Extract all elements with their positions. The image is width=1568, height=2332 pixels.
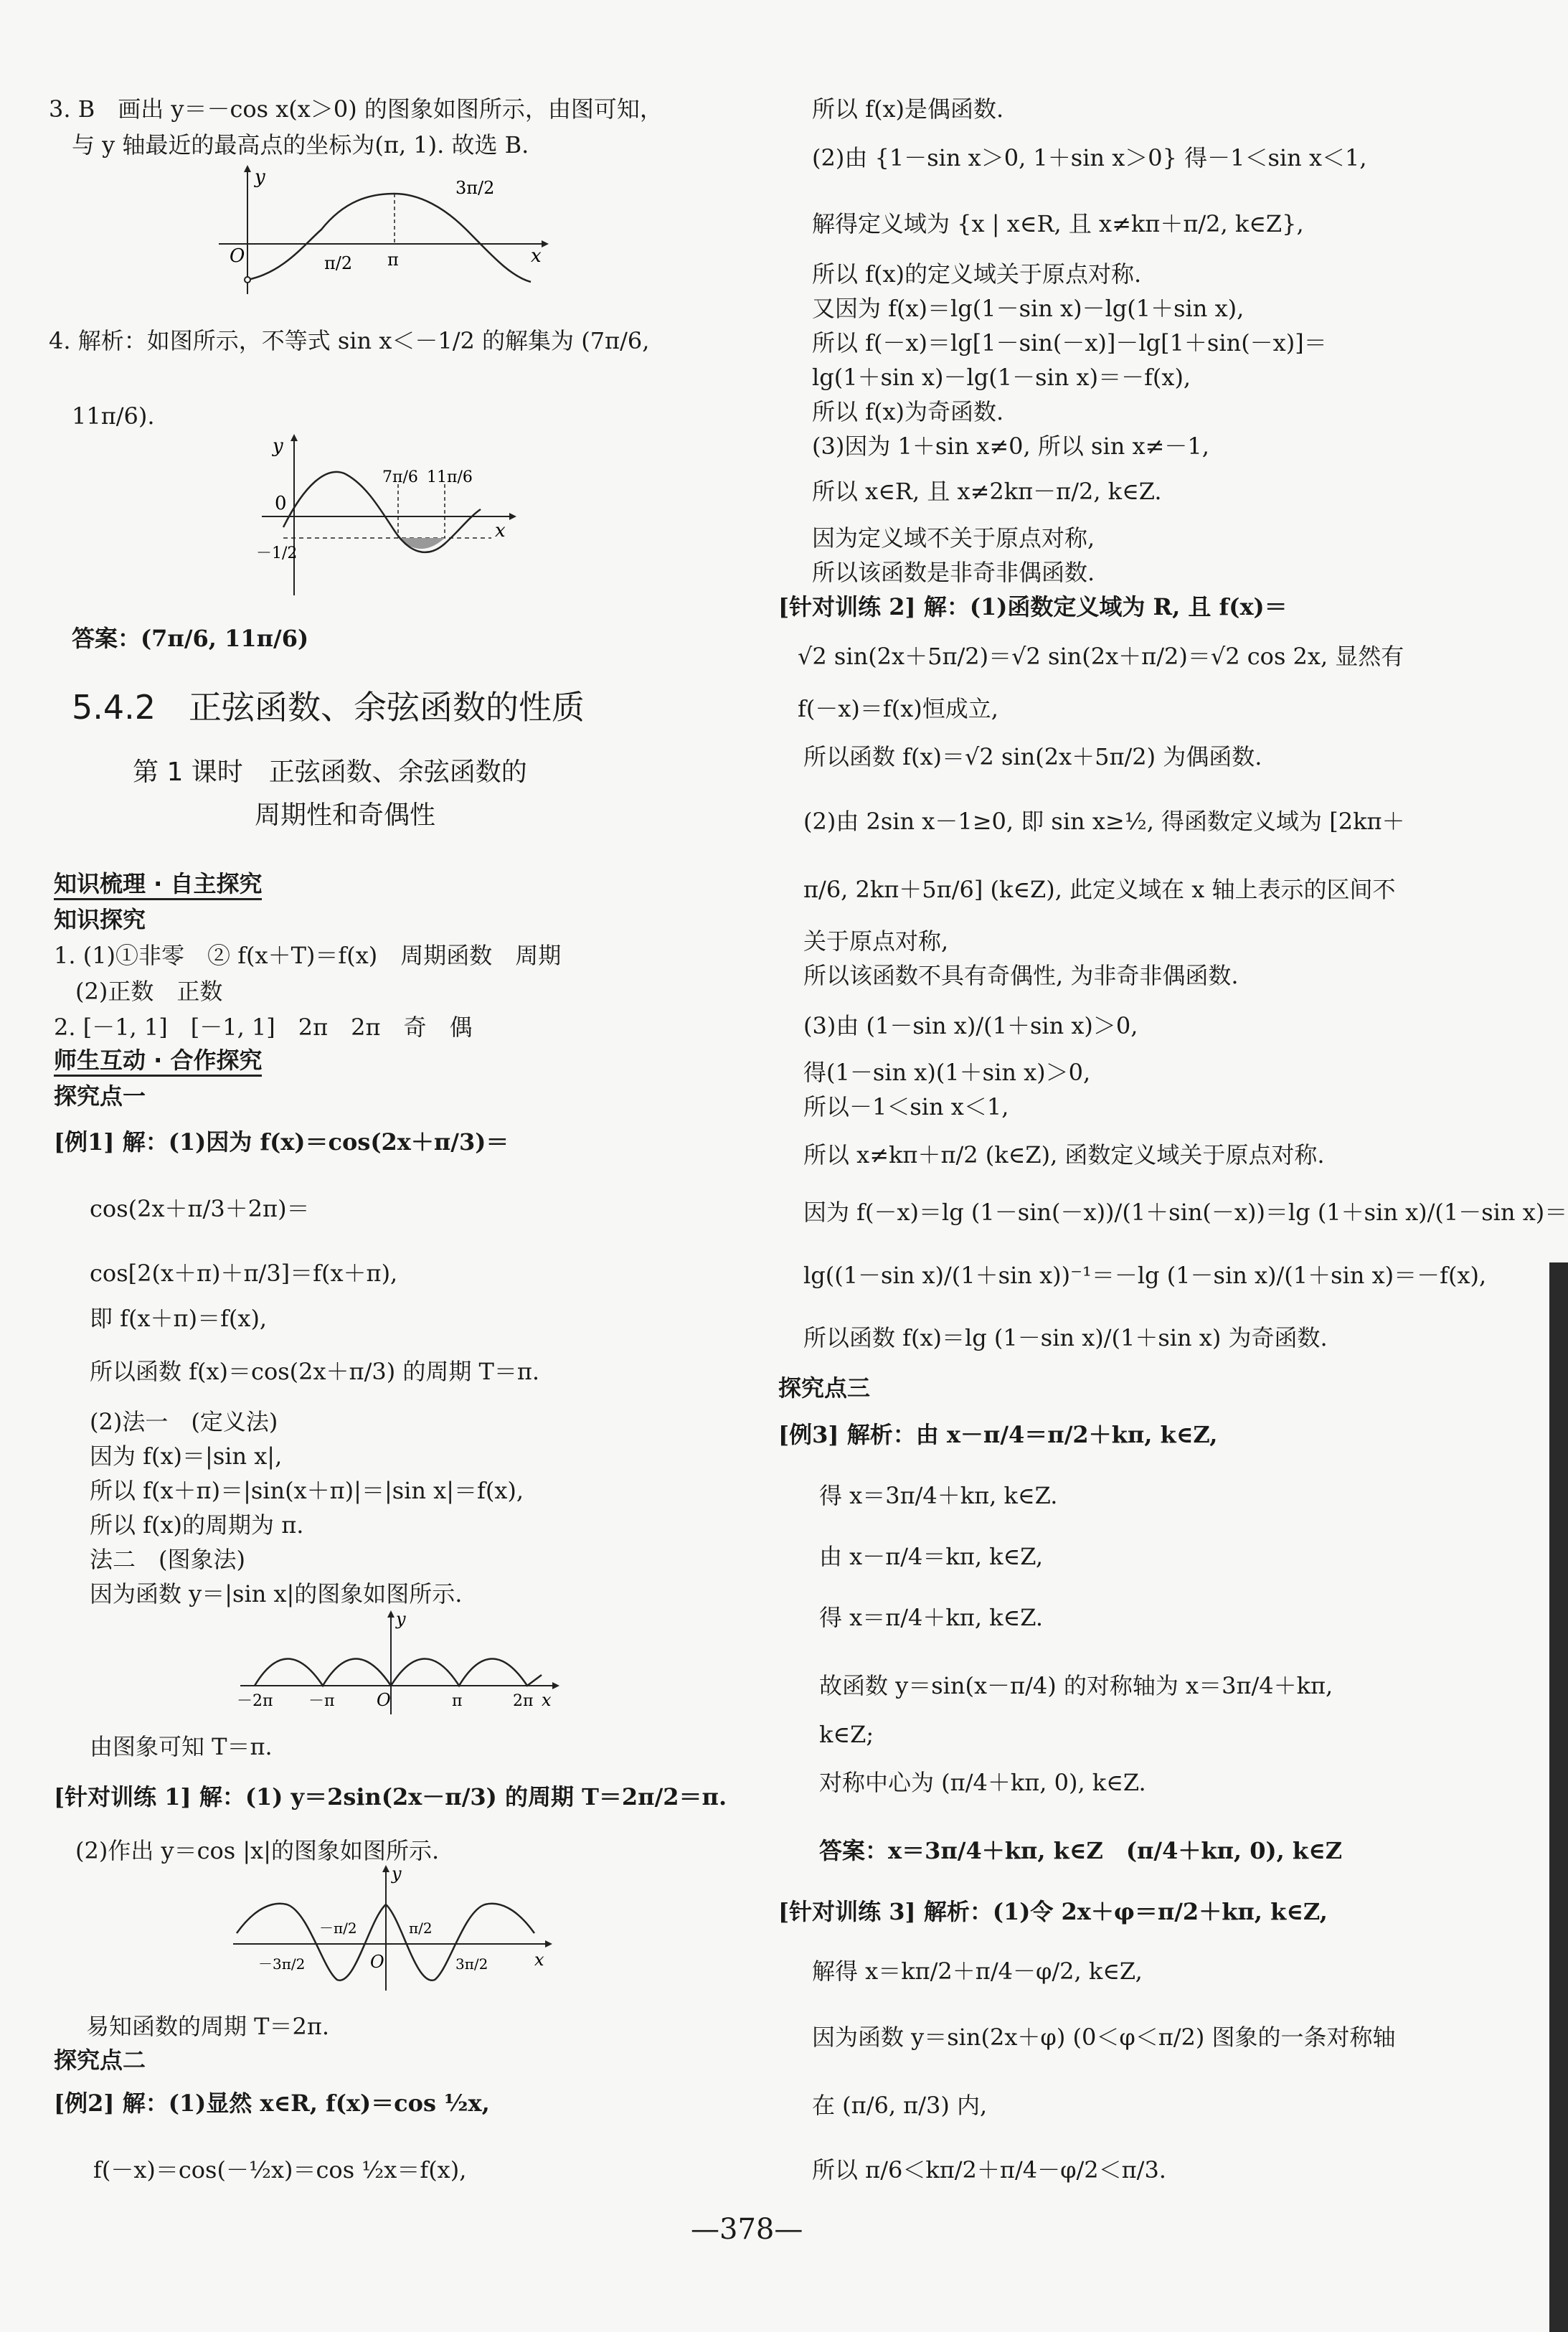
example-1-line-11: 因为函数 y＝|sin x|的图象如图所示. [90,1580,463,1608]
right-line-7: lg(1＋sin x)－lg(1－sin x)＝－f(x), [812,364,1191,391]
training-2-line-1: [针对训练 2] 解：(1)函数定义域为 R, 且 f(x)＝ [778,593,1288,620]
example-1-line-4: 即 f(x＋π)＝f(x), [90,1305,268,1332]
fig4-neg-3pi-2: －3π/2 [258,1955,306,1973]
example-1-line-5: 所以函数 f(x)＝cos(2x＋π/3) 的周期 T＝π. [90,1358,540,1385]
right-line-8: 所以 f(x)为奇函数. [812,398,1004,425]
fig2-zero: 0 [275,493,287,514]
right-line-15: f(－x)＝f(x)恒成立, [798,695,998,722]
right-line-32: 故函数 y＝sin(x－π/4) 的对称轴为 x＝3π/4＋kπ, [819,1672,1333,1699]
fig4-neg-pi-2: －π/2 [319,1920,357,1937]
example-1-line-12: 由图象可知 T＝π. [90,1733,273,1760]
page-edge-shadow [1549,1262,1568,2332]
example-1-line-8: 所以 f(x＋π)＝|sin(x＋π)|＝|sin x|＝f(x), [90,1477,524,1504]
problem-3-line-1: 3. B 画出 y＝－cos x(x＞0) 的图象如图所示，由图可知， [49,95,663,123]
right-line-14: √2 sin(2x＋5π/2)＝√2 sin(2x＋π/2)＝√2 cos 2x, 显然有 [798,643,1404,670]
right-line-24: 所以 x≠kπ＋π/2 (k∈Z), 函数定义域关于原点对称. [803,1141,1325,1169]
right-line-17: (2)由 2sin x－1≥0, 即 sin x≥½, 得函数定义域为 [2kπ＋ [803,808,1405,835]
example-1-line-7: 因为 f(x)＝|sin x|, [90,1443,283,1470]
right-line-37: 解得 x＝kπ/2＋π/4－φ/2, k∈Z, [812,1958,1143,1985]
heading-point-2: 探究点二 [54,2047,146,2074]
fig3-neg-pi: －π [308,1692,335,1710]
knowledge-1-b: (2)正数 正数 [75,978,223,1005]
fig1-y-label: y [255,166,265,188]
right-line-2: (2)由 {1－sin x＞0, 1＋sin x＞0} 得－1＜sin x＜1, [812,144,1367,171]
problem-4-line-1: 4. 解析：如图所示，不等式 sin x＜－1/2 的解集为 (7π/6, [49,327,650,354]
training-1-line-2: (2)作出 y＝cos |x|的图象如图所示. [75,1837,440,1864]
right-line-26: lg((1－sin x)/(1＋sin x))⁻¹＝－lg (1－sin x)/(1＋sin x)＝－f(x), [803,1262,1487,1289]
heading-knowledge: 知识梳理 · 自主探究 [54,869,262,900]
fig1-origin: O [230,245,245,267]
right-line-1: 所以 f(x)是偶函数. [812,95,1004,123]
knowledge-2: 2. [－1, 1] [－1, 1] 2π 2π 奇 偶 [54,1014,473,1041]
fig2-11pi-6: 11π/6 [427,468,473,486]
right-line-25: 因为 f(－x)＝lg (1－sin(－x))/(1＋sin(－x))＝lg (1＋sin x)/(1－sin x)＝ [803,1199,1568,1226]
graph-neg-cos [215,161,552,298]
example-1-line-3: cos[2(x＋π)＋π/3]＝f(x＋π), [90,1260,398,1287]
example-2-line-2: f(－x)＝cos(－½x)＝cos ½x＝f(x), [93,2156,467,2184]
fig4-3pi-2: 3π/2 [455,1955,488,1973]
right-line-29: 得 x＝3π/4＋kπ, k∈Z. [819,1482,1058,1509]
example-1-line-10: 法二 (图象法) [90,1546,245,1573]
heading-interact: 师生互动 · 合作探究 [54,1046,262,1077]
right-line-3: 解得定义域为 {x | x∈R, 且 x≠kπ＋π/2, k∈Z}, [812,210,1304,237]
example-1-line-1: [例1] 解：(1)因为 f(x)＝cos(2x＋π/3)＝ [54,1128,509,1156]
right-line-18: π/6, 2kπ＋5π/6] (k∈Z), 此定义域在 x 轴上表示的区间不 [803,876,1396,903]
right-line-5: 又因为 f(x)＝lg(1－sin x)－lg(1＋sin x), [812,295,1245,322]
lesson-title-line-2: 周期性和奇偶性 [255,801,436,830]
heading-explore: 知识探究 [54,906,146,933]
right-line-30: 由 x－π/4＝kπ, k∈Z, [819,1543,1044,1570]
right-line-40: 所以 π/6＜kπ/2＋π/4－φ/2＜π/3. [812,2156,1166,2184]
fig1-x-label: x [531,245,542,267]
right-line-12: 所以该函数是非奇非偶函数. [812,559,1095,586]
fig4-x-label: x [534,1950,544,1970]
fig3-y-label: y [396,1609,406,1629]
right-line-31: 得 x＝π/4＋kπ, k∈Z. [819,1604,1044,1631]
graph-abs-sin [237,1603,567,1718]
right-line-27: 所以函数 f(x)＝lg (1－sin x)/(1＋sin x) 为奇函数. [803,1324,1328,1351]
fig1-3pi-half: 3π/2 [455,178,495,198]
right-line-4: 所以 f(x)的定义域关于原点对称. [812,260,1142,288]
right-line-9: (3)因为 1＋sin x≠0, 所以 sin x≠－1, [812,433,1209,460]
fig4-y-label: y [392,1864,402,1884]
example-1-line-6: (2)法一 (定义法) [90,1408,278,1435]
fig2-neg-half: －1/2 [256,544,298,562]
graph-sin-inequality [255,430,520,603]
right-line-20: 所以该函数不具有奇偶性, 为非奇非偶函数. [803,962,1239,989]
heading-point-1: 探究点一 [54,1082,146,1110]
example-1-line-2: cos(2x＋π/3＋2π)＝ [90,1195,310,1222]
training-1-line-1: [针对训练 1] 解：(1) y＝2sin(2x－π/3) 的周期 T＝2π/2＝π. [54,1783,727,1811]
fig3-pi: π [452,1692,463,1710]
right-line-33: k∈Z; [819,1721,874,1748]
knowledge-1-a: 1. (1)①非零 ② f(x＋T)＝f(x) 周期函数 周期 [54,942,562,969]
right-line-19: 关于原点对称, [803,927,949,955]
right-line-21: (3)由 (1－sin x)/(1＋sin x)＞0, [803,1012,1138,1039]
fig2-7pi-6: 7π/6 [382,468,418,486]
example-1-line-9: 所以 f(x)的周期为 π. [90,1511,304,1539]
fig4-origin: O [370,1952,384,1972]
problem-4-line-2: 11π/6). [72,402,155,430]
answer-example-3: 答案：x＝3π/4＋kπ, k∈Z (π/4＋kπ, 0), k∈Z [819,1837,1343,1864]
fig4-pi-2: π/2 [409,1920,433,1937]
right-line-23: 所以－1＜sin x＜1, [803,1093,1009,1120]
problem-3-line-2: 与 y 轴最近的最高点的坐标为(π, 1). 故选 B. [72,131,529,159]
example-3-line-1: [例3] 解析：由 x－π/4＝π/2＋kπ, k∈Z, [778,1421,1218,1448]
fig1-pi: π [387,250,399,270]
right-line-16: 所以函数 f(x)＝√2 sin(2x＋5π/2) 为偶函数. [803,743,1262,770]
right-line-6: 所以 f(－x)＝lg[1－sin(－x)]－lg[1＋sin(－x)]＝ [812,329,1327,357]
right-line-39: 在 (π/6, π/3) 内, [812,2092,988,2119]
right-line-11: 因为定义域不关于原点对称, [812,524,1095,552]
right-line-34: 对称中心为 (π/4＋kπ, 0), k∈Z. [819,1769,1146,1796]
heading-point-3: 探究点三 [778,1374,871,1402]
fig3-neg-2pi: －2π [237,1692,273,1710]
training-3-line-1: [针对训练 3] 解析：(1)令 2x＋φ＝π/2＋kπ, k∈Z, [778,1898,1328,1925]
fig2-x-label: x [495,520,506,542]
fig3-origin: O [377,1690,391,1710]
right-line-22: 得(1－sin x)(1＋sin x)＞0, [803,1059,1091,1086]
lesson-title-line-1: 第 1 课时 正弦函数、余弦函数的 [133,757,527,787]
fig3-2pi: 2π [513,1692,534,1710]
right-line-10: 所以 x∈R, 且 x≠2kπ－π/2, k∈Z. [812,478,1162,505]
graph-cos-abs [230,1861,559,1998]
page-number: —378— [691,2213,803,2246]
right-line-38: 因为函数 y＝sin(2x＋φ) (0＜φ＜π/2) 图象的一条对称轴 [812,2024,1396,2051]
fig2-y-label: y [273,435,283,457]
example-2-line-1: [例2] 解：(1)显然 x∈R, f(x)＝cos ½x, [54,2090,490,2117]
training-1-line-3: 易知函数的周期 T＝2π. [86,2013,330,2040]
section-title: 5.4.2 正弦函数、余弦函数的性质 [72,688,585,727]
answer-4: 答案：(7π/6, 11π/6) [72,625,309,652]
fig3-x-label: x [542,1690,552,1710]
fig1-pi-half: π/2 [324,253,353,273]
